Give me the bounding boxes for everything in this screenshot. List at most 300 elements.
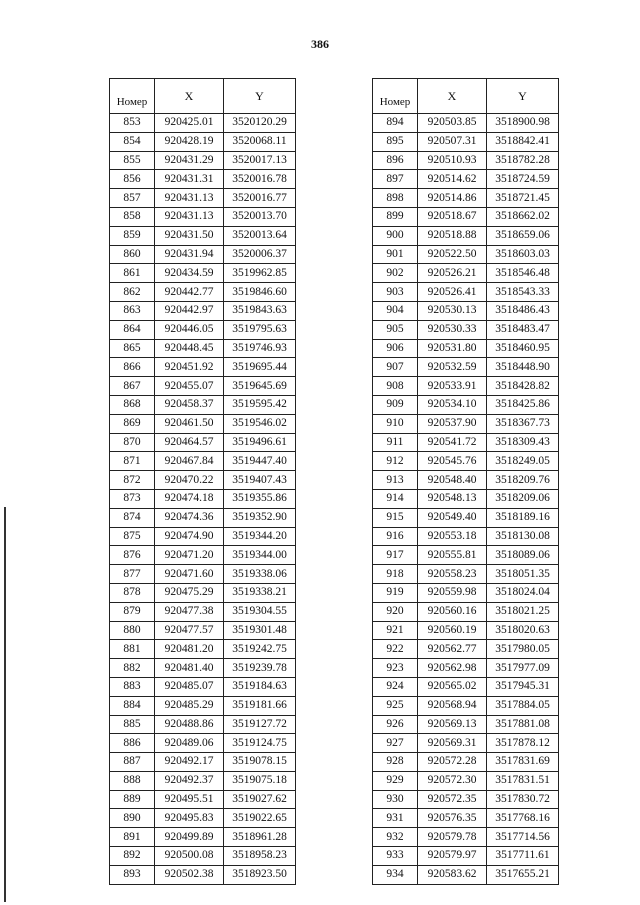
point-number: 865 <box>110 339 155 358</box>
point-number: 888 <box>110 771 155 790</box>
coord-y: 3520013.64 <box>224 226 296 245</box>
coord-x: 920495.83 <box>155 809 224 828</box>
coord-x: 920458.37 <box>155 395 224 414</box>
table-row <box>373 696 559 715</box>
coord-y: 3519344.20 <box>224 527 296 546</box>
coord-x: 920488.86 <box>155 715 224 734</box>
point-number: 870 <box>110 433 155 452</box>
point-number: 862 <box>110 283 155 302</box>
point-number: 869 <box>110 414 155 433</box>
point-number: 927 <box>373 734 418 753</box>
coord-x: 920481.40 <box>155 659 224 678</box>
coord-y: 3518721.45 <box>487 189 559 208</box>
table-row <box>110 226 296 245</box>
coord-y: 3519645.69 <box>224 377 296 396</box>
point-number: 911 <box>373 433 418 452</box>
coord-y: 3518189.16 <box>487 508 559 527</box>
table-row <box>110 753 296 772</box>
coord-y: 3518448.90 <box>487 358 559 377</box>
point-number: 932 <box>373 828 418 847</box>
coord-x: 920555.81 <box>418 546 487 565</box>
point-number: 923 <box>373 659 418 678</box>
point-number: 905 <box>373 320 418 339</box>
point-number: 899 <box>373 207 418 226</box>
point-number: 881 <box>110 640 155 659</box>
coord-y: 3518428.82 <box>487 377 559 396</box>
coord-x: 920541.72 <box>418 433 487 452</box>
coord-y: 3518486.43 <box>487 301 559 320</box>
table-row <box>373 790 559 809</box>
table-row <box>373 508 559 527</box>
table-row <box>373 170 559 189</box>
coord-y: 3517945.31 <box>487 677 559 696</box>
coord-x: 920562.77 <box>418 640 487 659</box>
coord-y: 3519239.78 <box>224 659 296 678</box>
coord-y: 3517977.09 <box>487 659 559 678</box>
coord-x: 920579.78 <box>418 828 487 847</box>
coord-x: 920532.59 <box>418 358 487 377</box>
coord-x: 920565.02 <box>418 677 487 696</box>
point-number: 933 <box>373 847 418 866</box>
coord-x: 920471.20 <box>155 546 224 565</box>
coord-y: 3519124.75 <box>224 734 296 753</box>
table-row <box>373 151 559 170</box>
header-x: X <box>155 79 224 114</box>
table-row <box>373 114 559 133</box>
coord-y: 3519795.63 <box>224 320 296 339</box>
coord-x: 920474.90 <box>155 527 224 546</box>
coord-y: 3519338.21 <box>224 583 296 602</box>
coord-x: 920470.22 <box>155 471 224 490</box>
table-row <box>373 132 559 151</box>
point-number: 889 <box>110 790 155 809</box>
point-number: 913 <box>373 471 418 490</box>
coord-y: 3519846.60 <box>224 283 296 302</box>
table-row <box>373 828 559 847</box>
coord-y: 3517884.05 <box>487 696 559 715</box>
coord-y: 3518842.41 <box>487 132 559 151</box>
point-number: 878 <box>110 583 155 602</box>
coord-y: 3517711.61 <box>487 847 559 866</box>
coord-y: 3519301.48 <box>224 621 296 640</box>
point-number: 866 <box>110 358 155 377</box>
table-row <box>110 245 296 264</box>
coord-y: 3519843.63 <box>224 301 296 320</box>
coord-x: 920492.17 <box>155 753 224 772</box>
coord-y: 3519962.85 <box>224 264 296 283</box>
table-row <box>110 621 296 640</box>
coord-x: 920579.97 <box>418 847 487 866</box>
table-row <box>373 565 559 584</box>
point-number: 879 <box>110 602 155 621</box>
table-row <box>110 414 296 433</box>
table-row <box>110 565 296 584</box>
point-number: 928 <box>373 753 418 772</box>
table-row <box>110 659 296 678</box>
point-number: 908 <box>373 377 418 396</box>
table-row <box>110 865 296 884</box>
coord-x: 920530.33 <box>418 320 487 339</box>
coord-y: 3518024.04 <box>487 583 559 602</box>
coord-x: 920474.36 <box>155 508 224 527</box>
coord-y: 3518662.02 <box>487 207 559 226</box>
coord-y: 3519184.63 <box>224 677 296 696</box>
point-number: 920 <box>373 602 418 621</box>
header-number: Номер <box>373 79 418 114</box>
table-row <box>373 245 559 264</box>
point-number: 873 <box>110 489 155 508</box>
coord-y: 3520006.37 <box>224 245 296 264</box>
header-x: X <box>418 79 487 114</box>
coord-x: 920481.20 <box>155 640 224 659</box>
point-number: 871 <box>110 452 155 471</box>
coord-x: 920510.93 <box>418 151 487 170</box>
table-row <box>110 395 296 414</box>
header-number: Номер <box>110 79 155 114</box>
point-number: 872 <box>110 471 155 490</box>
point-number: 883 <box>110 677 155 696</box>
coord-y: 3518051.35 <box>487 565 559 584</box>
table-row <box>110 170 296 189</box>
coord-x: 920518.67 <box>418 207 487 226</box>
coord-y: 3519352.90 <box>224 508 296 527</box>
point-number: 868 <box>110 395 155 414</box>
coord-y: 3518543.33 <box>487 283 559 302</box>
point-number: 863 <box>110 301 155 320</box>
table-row <box>110 489 296 508</box>
coord-x: 920485.29 <box>155 696 224 715</box>
coord-y: 3519181.66 <box>224 696 296 715</box>
point-number: 894 <box>373 114 418 133</box>
table-row <box>110 809 296 828</box>
coord-x: 920431.29 <box>155 151 224 170</box>
table-header-row <box>110 79 296 114</box>
table-row <box>110 189 296 208</box>
coord-x: 920531.80 <box>418 339 487 358</box>
table-row <box>110 734 296 753</box>
table-row <box>373 715 559 734</box>
coord-x: 920507.31 <box>418 132 487 151</box>
coord-y: 3519242.75 <box>224 640 296 659</box>
coord-x: 920499.89 <box>155 828 224 847</box>
header-y: Y <box>487 79 559 114</box>
coord-x: 920526.21 <box>418 264 487 283</box>
table-row <box>110 471 296 490</box>
point-number: 856 <box>110 170 155 189</box>
coord-x: 920503.85 <box>418 114 487 133</box>
coord-x: 920572.30 <box>418 771 487 790</box>
table-row <box>110 527 296 546</box>
point-number: 925 <box>373 696 418 715</box>
point-number: 855 <box>110 151 155 170</box>
table-row <box>373 320 559 339</box>
point-number: 874 <box>110 508 155 527</box>
table-row <box>110 320 296 339</box>
point-number: 900 <box>373 226 418 245</box>
table-row <box>110 640 296 659</box>
coord-y: 3518961.28 <box>224 828 296 847</box>
point-number: 924 <box>373 677 418 696</box>
table-row <box>373 865 559 884</box>
coord-x: 920446.05 <box>155 320 224 339</box>
point-number: 864 <box>110 320 155 339</box>
table-row <box>373 358 559 377</box>
point-number: 898 <box>373 189 418 208</box>
coord-x: 920569.31 <box>418 734 487 753</box>
coord-x: 920553.18 <box>418 527 487 546</box>
table-row <box>373 583 559 602</box>
point-number: 930 <box>373 790 418 809</box>
table-row <box>110 358 296 377</box>
coord-y: 3517714.56 <box>487 828 559 847</box>
table-row <box>373 283 559 302</box>
coord-y: 3519338.06 <box>224 565 296 584</box>
table-row <box>373 847 559 866</box>
point-number: 859 <box>110 226 155 245</box>
coord-y: 3518367.73 <box>487 414 559 433</box>
coord-y: 3518425.86 <box>487 395 559 414</box>
table-row <box>373 546 559 565</box>
point-number: 914 <box>373 489 418 508</box>
table-row <box>110 508 296 527</box>
coord-y: 3519344.00 <box>224 546 296 565</box>
coord-y: 3519304.55 <box>224 602 296 621</box>
coord-x: 920489.06 <box>155 734 224 753</box>
coord-y: 3519695.44 <box>224 358 296 377</box>
point-number: 917 <box>373 546 418 565</box>
table-row <box>110 132 296 151</box>
table-row <box>373 433 559 452</box>
table-row <box>373 640 559 659</box>
coord-x: 920522.50 <box>418 245 487 264</box>
coord-y: 3520016.77 <box>224 189 296 208</box>
table-row <box>110 790 296 809</box>
coord-y: 3519027.62 <box>224 790 296 809</box>
coord-x: 920549.40 <box>418 508 487 527</box>
coord-x: 920492.37 <box>155 771 224 790</box>
coord-y: 3519355.86 <box>224 489 296 508</box>
coord-y: 3519075.18 <box>224 771 296 790</box>
table-row <box>373 339 559 358</box>
table-row <box>110 452 296 471</box>
point-number: 895 <box>373 132 418 151</box>
table-row <box>110 602 296 621</box>
coord-x: 920548.13 <box>418 489 487 508</box>
coord-y: 3518900.98 <box>487 114 559 133</box>
table-row <box>110 583 296 602</box>
coord-y: 3519746.93 <box>224 339 296 358</box>
page-number: 386 <box>311 37 329 51</box>
coord-y: 3517881.08 <box>487 715 559 734</box>
table-row <box>110 677 296 696</box>
table-row <box>373 226 559 245</box>
coord-y: 3520016.78 <box>224 170 296 189</box>
coord-x: 920442.77 <box>155 283 224 302</box>
coord-y: 3517831.51 <box>487 771 559 790</box>
coord-x: 920431.31 <box>155 170 224 189</box>
coord-y: 3517831.69 <box>487 753 559 772</box>
point-number: 887 <box>110 753 155 772</box>
coord-y: 3518209.76 <box>487 471 559 490</box>
table-row <box>373 301 559 320</box>
point-number: 922 <box>373 640 418 659</box>
point-number: 931 <box>373 809 418 828</box>
coord-y: 3519078.15 <box>224 753 296 772</box>
coord-y: 3518483.47 <box>487 320 559 339</box>
table-row <box>373 414 559 433</box>
point-number: 857 <box>110 189 155 208</box>
point-number: 896 <box>373 151 418 170</box>
point-number: 907 <box>373 358 418 377</box>
table-row <box>110 114 296 133</box>
point-number: 858 <box>110 207 155 226</box>
table-row <box>373 527 559 546</box>
point-number: 906 <box>373 339 418 358</box>
coord-x: 920530.13 <box>418 301 487 320</box>
table-row <box>110 339 296 358</box>
table-row <box>373 753 559 772</box>
point-number: 929 <box>373 771 418 790</box>
coord-y: 3519447.40 <box>224 452 296 471</box>
point-number: 875 <box>110 527 155 546</box>
table-row <box>373 395 559 414</box>
point-number: 915 <box>373 508 418 527</box>
coord-x: 920431.50 <box>155 226 224 245</box>
coord-x: 920434.59 <box>155 264 224 283</box>
coord-x: 920474.18 <box>155 489 224 508</box>
coord-x: 920431.94 <box>155 245 224 264</box>
point-number: 919 <box>373 583 418 602</box>
coord-x: 920569.13 <box>418 715 487 734</box>
point-number: 876 <box>110 546 155 565</box>
coord-y: 3518603.03 <box>487 245 559 264</box>
table-row <box>110 207 296 226</box>
coord-x: 920461.50 <box>155 414 224 433</box>
point-number: 880 <box>110 621 155 640</box>
point-number: 926 <box>373 715 418 734</box>
coord-x: 920455.07 <box>155 377 224 396</box>
table-row <box>110 546 296 565</box>
coord-x: 920560.16 <box>418 602 487 621</box>
point-number: 882 <box>110 659 155 678</box>
coord-x: 920545.76 <box>418 452 487 471</box>
coord-y: 3520013.70 <box>224 207 296 226</box>
table-row <box>373 471 559 490</box>
coord-x: 920431.13 <box>155 189 224 208</box>
coord-y: 3520068.11 <box>224 132 296 151</box>
coord-x: 920583.62 <box>418 865 487 884</box>
coord-x: 920500.08 <box>155 847 224 866</box>
coord-y: 3517980.05 <box>487 640 559 659</box>
coord-y: 3519546.02 <box>224 414 296 433</box>
coord-x: 920467.84 <box>155 452 224 471</box>
point-number: 912 <box>373 452 418 471</box>
coord-y: 3519407.43 <box>224 471 296 490</box>
coord-x: 920464.57 <box>155 433 224 452</box>
point-number: 892 <box>110 847 155 866</box>
table-row <box>110 433 296 452</box>
coord-x: 920477.57 <box>155 621 224 640</box>
coord-x: 920428.19 <box>155 132 224 151</box>
coord-y: 3518958.23 <box>224 847 296 866</box>
point-number: 897 <box>373 170 418 189</box>
coord-x: 920559.98 <box>418 583 487 602</box>
coord-x: 920518.88 <box>418 226 487 245</box>
coord-y: 3520017.13 <box>224 151 296 170</box>
coord-y: 3518209.06 <box>487 489 559 508</box>
point-number: 891 <box>110 828 155 847</box>
coord-y: 3518782.28 <box>487 151 559 170</box>
coord-x: 920475.29 <box>155 583 224 602</box>
coord-y: 3518460.95 <box>487 339 559 358</box>
table-row <box>110 283 296 302</box>
table-row <box>373 377 559 396</box>
margin-bar <box>4 507 6 902</box>
point-number: 853 <box>110 114 155 133</box>
coord-x: 920514.62 <box>418 170 487 189</box>
coord-x: 920477.38 <box>155 602 224 621</box>
coord-y: 3519496.61 <box>224 433 296 452</box>
table-row <box>110 715 296 734</box>
point-number: 884 <box>110 696 155 715</box>
coord-x: 920471.60 <box>155 565 224 584</box>
coord-x: 920560.19 <box>418 621 487 640</box>
coord-y: 3518659.06 <box>487 226 559 245</box>
point-number: 885 <box>110 715 155 734</box>
table-row <box>373 677 559 696</box>
point-number: 893 <box>110 865 155 884</box>
coord-y: 3519127.72 <box>224 715 296 734</box>
point-number: 861 <box>110 264 155 283</box>
coord-y: 3517830.72 <box>487 790 559 809</box>
point-number: 867 <box>110 377 155 396</box>
coord-y: 3520120.29 <box>224 114 296 133</box>
coord-y: 3518130.08 <box>487 527 559 546</box>
point-number: 909 <box>373 395 418 414</box>
point-number: 890 <box>110 809 155 828</box>
coord-x: 920572.35 <box>418 790 487 809</box>
coord-x: 920442.97 <box>155 301 224 320</box>
table-row <box>373 602 559 621</box>
coord-x: 920558.23 <box>418 565 487 584</box>
table-header-row <box>373 79 559 114</box>
table-row <box>110 377 296 396</box>
coord-x: 920548.40 <box>418 471 487 490</box>
table-row <box>373 189 559 208</box>
table-row <box>373 489 559 508</box>
coord-x: 920514.86 <box>418 189 487 208</box>
coord-y: 3518021.25 <box>487 602 559 621</box>
coord-y: 3517768.16 <box>487 809 559 828</box>
point-number: 918 <box>373 565 418 584</box>
point-number: 860 <box>110 245 155 264</box>
header-y: Y <box>224 79 296 114</box>
coord-y: 3519022.65 <box>224 809 296 828</box>
table-row <box>110 771 296 790</box>
coord-y: 3518089.06 <box>487 546 559 565</box>
table-row <box>110 696 296 715</box>
coord-y: 3518546.48 <box>487 264 559 283</box>
table-row <box>110 828 296 847</box>
coord-x: 920425.01 <box>155 114 224 133</box>
coordinates-table-left <box>109 78 296 885</box>
table-row <box>373 809 559 828</box>
point-number: 886 <box>110 734 155 753</box>
point-number: 921 <box>373 621 418 640</box>
table-row <box>373 207 559 226</box>
point-number: 916 <box>373 527 418 546</box>
point-number: 903 <box>373 283 418 302</box>
